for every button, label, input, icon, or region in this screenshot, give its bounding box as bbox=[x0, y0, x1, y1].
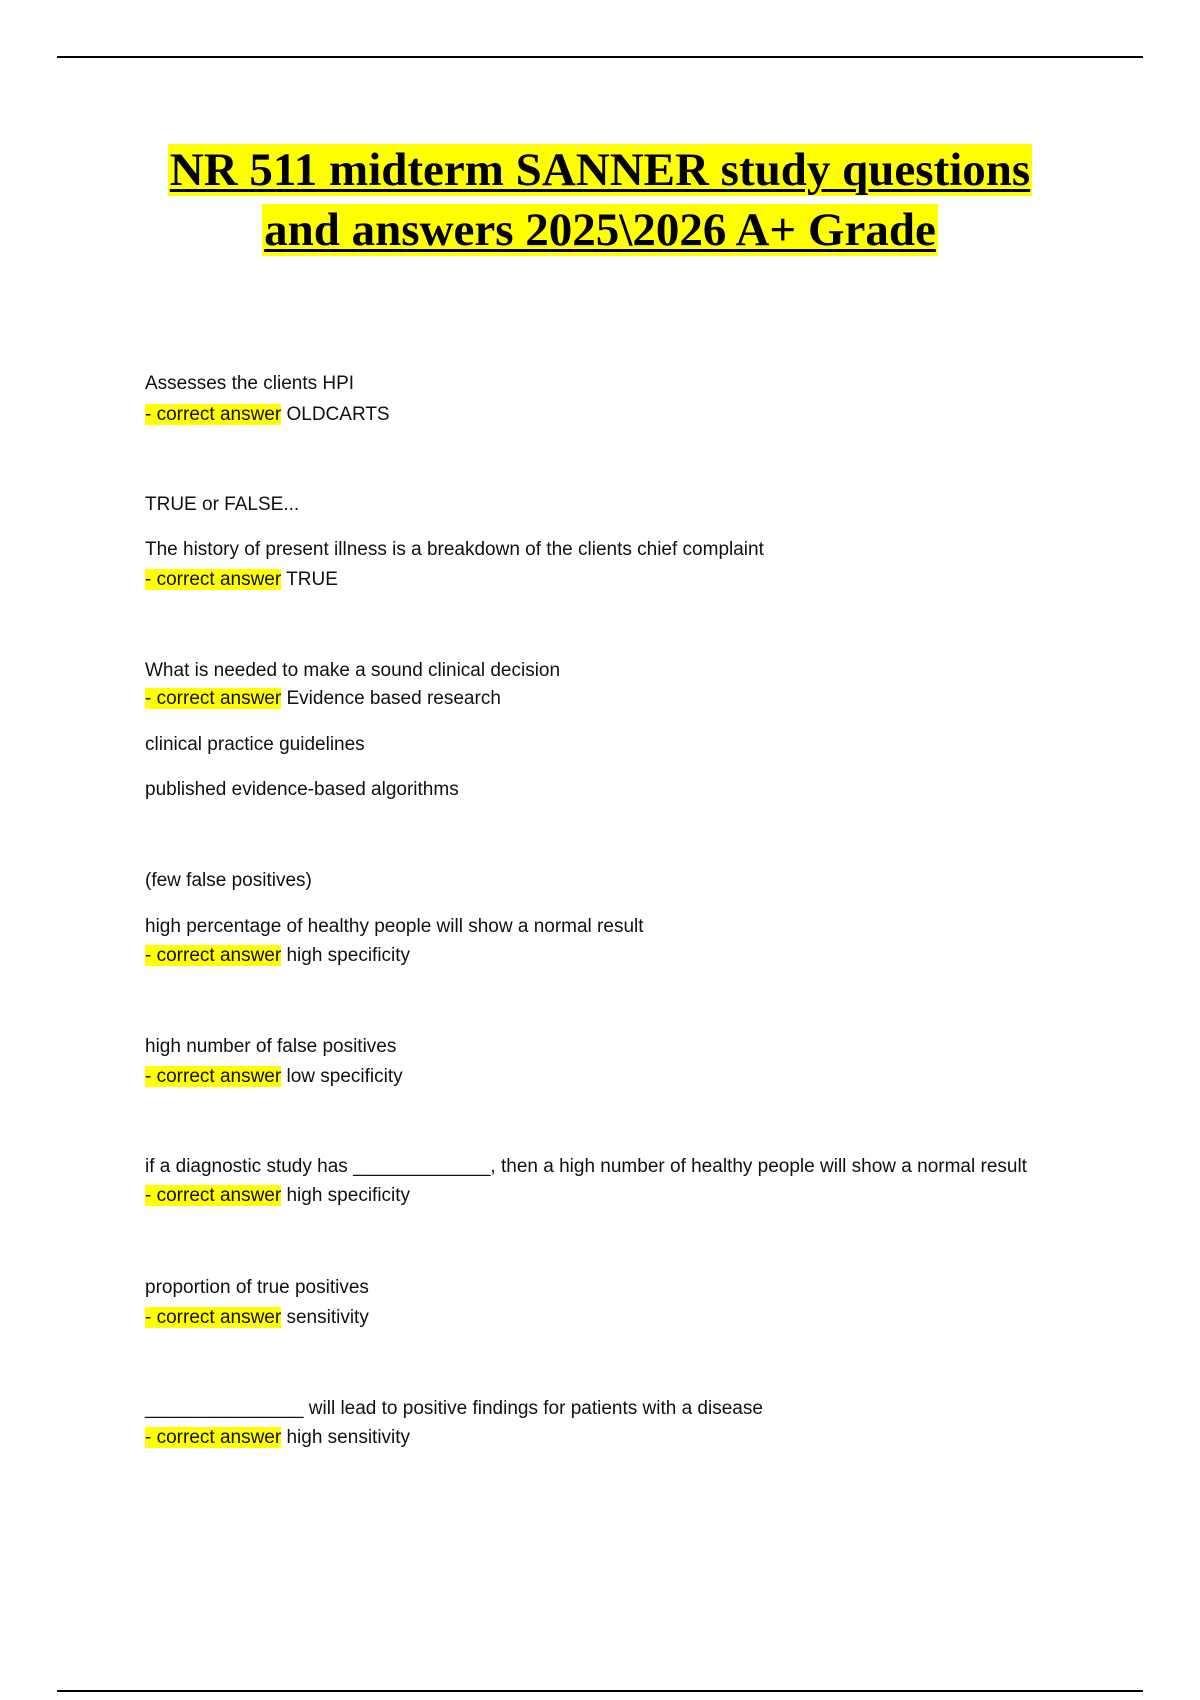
question-text: Assesses the clients HPI bbox=[145, 373, 355, 394]
question-text: The history of present illness is a breakdown of the clients chief complaint bbox=[145, 539, 764, 560]
answer-line bbox=[145, 1182, 410, 1210]
answer-text: high sensitivity bbox=[286, 1427, 411, 1448]
answer-line bbox=[145, 685, 501, 713]
answer-text: high specificity bbox=[286, 1185, 411, 1206]
answer-tag: - correct answer bbox=[145, 1066, 282, 1087]
answer-tag: - correct answer bbox=[145, 404, 282, 425]
title-line-2: and answers 2025\2026 A+ Grade bbox=[264, 204, 936, 256]
answer-tag: - correct answer bbox=[145, 688, 282, 709]
question-text: if a diagnostic study has _____________, then a high number of healthy people will show a normal result bbox=[145, 1156, 1027, 1177]
answer-tag: - correct answer bbox=[145, 1427, 282, 1448]
answer-text: high specificity bbox=[286, 945, 411, 966]
question-text: (few false positives) bbox=[145, 870, 312, 891]
question-text: high number of false positives bbox=[145, 1036, 397, 1057]
answer-text: OLDCARTS bbox=[286, 404, 390, 425]
answer-line bbox=[145, 1424, 410, 1452]
answer-tag: - correct answer bbox=[145, 1307, 282, 1328]
answer-extra: published evidence-based algorithms bbox=[145, 779, 459, 800]
answer-text: TRUE bbox=[286, 569, 338, 590]
question-text: What is needed to make a sound clinical decision bbox=[145, 660, 561, 681]
header-rule bbox=[57, 56, 1143, 58]
document-title bbox=[0, 140, 1200, 260]
answer-tag: - correct answer bbox=[145, 569, 282, 590]
answer-line bbox=[145, 1304, 369, 1332]
answer-line bbox=[145, 942, 410, 970]
answer-text: sensitivity bbox=[286, 1307, 369, 1328]
answer-tag: - correct answer bbox=[145, 1185, 282, 1206]
question-text: proportion of true positives bbox=[145, 1277, 369, 1298]
answer-line bbox=[145, 1063, 403, 1091]
footer-rule bbox=[57, 1690, 1143, 1692]
answer-text: Evidence based research bbox=[286, 688, 501, 709]
title-line-1: NR 511 midterm SANNER study questions bbox=[169, 144, 1031, 196]
question-text: high percentage of healthy people will show a normal result bbox=[145, 916, 644, 937]
answer-text: low specificity bbox=[286, 1066, 403, 1087]
answer-line bbox=[145, 566, 338, 594]
question-text: _______________ will lead to positive findings for patients with a disease bbox=[145, 1398, 763, 1419]
answer-line bbox=[145, 401, 390, 429]
answer-tag: - correct answer bbox=[145, 945, 282, 966]
question-text: TRUE or FALSE... bbox=[145, 494, 300, 515]
answer-extra: clinical practice guidelines bbox=[145, 734, 365, 755]
